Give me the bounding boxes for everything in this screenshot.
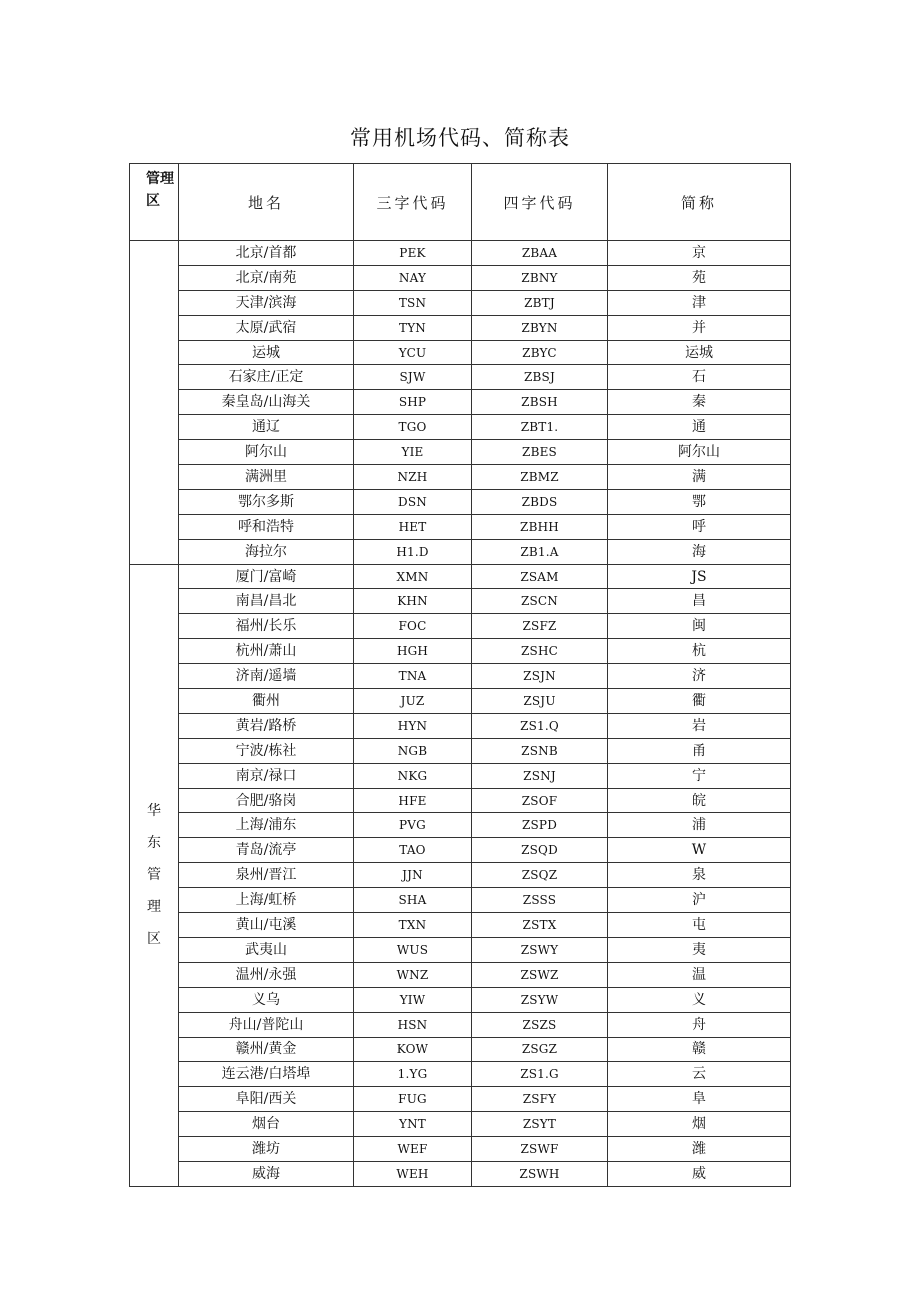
- iata-code-cell: HYN: [354, 713, 472, 738]
- place-cell: 杭州/萧山: [179, 639, 354, 664]
- icao-code-cell: ZSGZ: [472, 1037, 608, 1062]
- place-cell: 义乌: [179, 987, 354, 1012]
- icao-code-cell: ZSWH: [472, 1161, 608, 1186]
- table-row: [130, 614, 791, 639]
- abbr-cell: 鄂: [608, 489, 791, 514]
- iata-code-cell: SJW: [354, 365, 472, 390]
- abbr-cell: 阜: [608, 1087, 791, 1112]
- table-row: [130, 937, 791, 962]
- place-cell: 赣州/黄金: [179, 1037, 354, 1062]
- abbr-cell: 泉: [608, 863, 791, 888]
- abbr-cell: 通: [608, 415, 791, 440]
- iata-code-cell: HSN: [354, 1012, 472, 1037]
- abbr-cell: 云: [608, 1062, 791, 1087]
- icao-code-cell: ZBT1.: [472, 415, 608, 440]
- iata-code-cell: HGH: [354, 639, 472, 664]
- abbr-cell: 岩: [608, 713, 791, 738]
- abbr-cell: W: [608, 838, 791, 863]
- abbr-cell: 满: [608, 465, 791, 490]
- table-row: [130, 589, 791, 614]
- place-cell: 石家庄/正定: [179, 365, 354, 390]
- iata-code-cell: YNT: [354, 1112, 472, 1137]
- header-icao: 四字代码: [472, 164, 608, 241]
- place-cell: 上海/浦东: [179, 813, 354, 838]
- abbr-cell: 衢: [608, 689, 791, 714]
- place-cell: 南京/禄口: [179, 763, 354, 788]
- place-cell: 满洲里: [179, 465, 354, 490]
- place-cell: 呼和浩特: [179, 514, 354, 539]
- abbr-cell: 呼: [608, 514, 791, 539]
- table-row: [130, 1062, 791, 1087]
- place-cell: 鄂尔多斯: [179, 489, 354, 514]
- icao-code-cell: ZBYN: [472, 315, 608, 340]
- icao-code-cell: ZSZS: [472, 1012, 608, 1037]
- iata-code-cell: H1.D: [354, 539, 472, 564]
- icao-code-cell: ZBNY: [472, 265, 608, 290]
- table-row: [130, 788, 791, 813]
- table-row: [130, 1161, 791, 1186]
- icao-code-cell: ZSQZ: [472, 863, 608, 888]
- abbr-cell: 济: [608, 664, 791, 689]
- place-cell: 太原/武宿: [179, 315, 354, 340]
- place-cell: 北京/首都: [179, 241, 354, 266]
- place-cell: 连云港/白塔埠: [179, 1062, 354, 1087]
- iata-code-cell: KOW: [354, 1037, 472, 1062]
- abbr-cell: 海: [608, 539, 791, 564]
- region-cell: [130, 241, 179, 565]
- iata-code-cell: TAO: [354, 838, 472, 863]
- iata-code-cell: WEH: [354, 1161, 472, 1186]
- icao-code-cell: ZSTX: [472, 913, 608, 938]
- table-row: [130, 763, 791, 788]
- iata-code-cell: NGB: [354, 738, 472, 763]
- iata-code-cell: TSN: [354, 290, 472, 315]
- abbr-cell: 义: [608, 987, 791, 1012]
- iata-code-cell: WUS: [354, 937, 472, 962]
- table-row: [130, 489, 791, 514]
- region-char: 区: [147, 931, 161, 948]
- place-cell: 运城: [179, 340, 354, 365]
- icao-code-cell: ZBSH: [472, 390, 608, 415]
- iata-code-cell: PEK: [354, 241, 472, 266]
- icao-code-cell: ZBAA: [472, 241, 608, 266]
- table-row: [130, 440, 791, 465]
- abbr-cell: 阿尔山: [608, 440, 791, 465]
- iata-code-cell: NAY: [354, 265, 472, 290]
- table-row: [130, 415, 791, 440]
- place-cell: 阿尔山: [179, 440, 354, 465]
- iata-code-cell: SHP: [354, 390, 472, 415]
- place-cell: 黄山/屯溪: [179, 913, 354, 938]
- iata-code-cell: WNZ: [354, 962, 472, 987]
- icao-code-cell: ZSOF: [472, 788, 608, 813]
- abbr-cell: 屯: [608, 913, 791, 938]
- abbr-cell: 昌: [608, 589, 791, 614]
- table-row: [130, 539, 791, 564]
- icao-code-cell: ZB1.A: [472, 539, 608, 564]
- table-row: [130, 888, 791, 913]
- iata-code-cell: YCU: [354, 340, 472, 365]
- abbr-cell: 舟: [608, 1012, 791, 1037]
- iata-code-cell: HFE: [354, 788, 472, 813]
- icao-code-cell: ZSPD: [472, 813, 608, 838]
- table-row: [130, 1137, 791, 1162]
- header-iata: 三字代码: [354, 164, 472, 241]
- table-row: [130, 713, 791, 738]
- abbr-cell: 威: [608, 1161, 791, 1186]
- place-cell: 舟山/普陀山: [179, 1012, 354, 1037]
- table-row: [130, 365, 791, 390]
- icao-code-cell: ZBYC: [472, 340, 608, 365]
- place-cell: 青岛/流亭: [179, 838, 354, 863]
- icao-code-cell: ZSCN: [472, 589, 608, 614]
- place-cell: 烟台: [179, 1112, 354, 1137]
- abbr-cell: 温: [608, 962, 791, 987]
- iata-code-cell: XMN: [354, 564, 472, 589]
- iata-code-cell: HET: [354, 514, 472, 539]
- table-row: [130, 1112, 791, 1137]
- place-cell: 温州/永强: [179, 962, 354, 987]
- table-row: [130, 465, 791, 490]
- airport-code-table: [129, 163, 791, 1187]
- abbr-cell: 杭: [608, 639, 791, 664]
- icao-code-cell: ZS1.G: [472, 1062, 608, 1087]
- icao-code-cell: ZSFZ: [472, 614, 608, 639]
- table-row: [130, 1012, 791, 1037]
- place-cell: 秦皇岛/山海关: [179, 390, 354, 415]
- icao-code-cell: ZSYT: [472, 1112, 608, 1137]
- table-row: [130, 315, 791, 340]
- place-cell: 海拉尔: [179, 539, 354, 564]
- icao-code-cell: ZS1.Q: [472, 713, 608, 738]
- icao-code-cell: ZSQD: [472, 838, 608, 863]
- icao-code-cell: ZBSJ: [472, 365, 608, 390]
- table-row: [130, 962, 791, 987]
- place-cell: 福州/长乐: [179, 614, 354, 639]
- iata-code-cell: JJN: [354, 863, 472, 888]
- iata-code-cell: YIW: [354, 987, 472, 1012]
- table-row: [130, 564, 791, 589]
- header-place: 地名: [179, 164, 354, 241]
- abbr-cell: 京: [608, 241, 791, 266]
- iata-code-cell: 1.YG: [354, 1062, 472, 1087]
- iata-code-cell: JUZ: [354, 689, 472, 714]
- iata-code-cell: SHA: [354, 888, 472, 913]
- iata-code-cell: TXN: [354, 913, 472, 938]
- place-cell: 厦门/富崎: [179, 564, 354, 589]
- iata-code-cell: TGO: [354, 415, 472, 440]
- table-header-row: [130, 164, 791, 241]
- icao-code-cell: ZSYW: [472, 987, 608, 1012]
- icao-code-cell: ZSAM: [472, 564, 608, 589]
- icao-code-cell: ZBMZ: [472, 465, 608, 490]
- place-cell: 潍坊: [179, 1137, 354, 1162]
- icao-code-cell: ZSWF: [472, 1137, 608, 1162]
- abbr-cell: 运城: [608, 340, 791, 365]
- place-cell: 天津/滨海: [179, 290, 354, 315]
- region-char: 管: [147, 867, 161, 884]
- icao-code-cell: ZSNJ: [472, 763, 608, 788]
- region-char: 理: [147, 899, 161, 916]
- table-row: [130, 689, 791, 714]
- iata-code-cell: TNA: [354, 664, 472, 689]
- place-cell: 上海/虹桥: [179, 888, 354, 913]
- iata-code-cell: FUG: [354, 1087, 472, 1112]
- abbr-cell: 石: [608, 365, 791, 390]
- header-region: 管理区: [130, 164, 179, 241]
- region-char: 华: [147, 803, 161, 820]
- region-cell: [130, 564, 179, 1186]
- icao-code-cell: ZBTJ: [472, 290, 608, 315]
- place-cell: 北京/南苑: [179, 265, 354, 290]
- abbr-cell: 潍: [608, 1137, 791, 1162]
- table-row: [130, 738, 791, 763]
- icao-code-cell: ZSFY: [472, 1087, 608, 1112]
- icao-code-cell: ZSHC: [472, 639, 608, 664]
- icao-code-cell: ZSNB: [472, 738, 608, 763]
- region-char: 东: [147, 835, 161, 852]
- iata-code-cell: FOC: [354, 614, 472, 639]
- table-row: [130, 987, 791, 1012]
- abbr-cell: 津: [608, 290, 791, 315]
- abbr-cell: 闽: [608, 614, 791, 639]
- iata-code-cell: DSN: [354, 489, 472, 514]
- iata-code-cell: YIE: [354, 440, 472, 465]
- iata-code-cell: PVG: [354, 813, 472, 838]
- table-row: [130, 863, 791, 888]
- icao-code-cell: ZSJU: [472, 689, 608, 714]
- place-cell: 衢州: [179, 689, 354, 714]
- page-title: 常用机场代码、简称表: [350, 126, 570, 150]
- abbr-cell: 宁: [608, 763, 791, 788]
- icao-code-cell: ZSWY: [472, 937, 608, 962]
- abbr-cell: 夷: [608, 937, 791, 962]
- abbr-cell: 浦: [608, 813, 791, 838]
- table-row: [130, 514, 791, 539]
- header-abbr: 简称: [608, 164, 791, 241]
- abbr-cell: 赣: [608, 1037, 791, 1062]
- table-row: [130, 290, 791, 315]
- icao-code-cell: ZBES: [472, 440, 608, 465]
- abbr-cell: JS: [608, 564, 791, 589]
- place-cell: 通辽: [179, 415, 354, 440]
- abbr-cell: 甬: [608, 738, 791, 763]
- place-cell: 威海: [179, 1161, 354, 1186]
- place-cell: 武夷山: [179, 937, 354, 962]
- table-row: [130, 813, 791, 838]
- table-row: [130, 913, 791, 938]
- table-row: [130, 1037, 791, 1062]
- place-cell: 合肥/骆岗: [179, 788, 354, 813]
- abbr-cell: 烟: [608, 1112, 791, 1137]
- icao-code-cell: ZBHH: [472, 514, 608, 539]
- table-row: [130, 664, 791, 689]
- abbr-cell: 皖: [608, 788, 791, 813]
- iata-code-cell: WEF: [354, 1137, 472, 1162]
- table-row: [130, 390, 791, 415]
- iata-code-cell: TYN: [354, 315, 472, 340]
- table-row: [130, 1087, 791, 1112]
- icao-code-cell: ZSWZ: [472, 962, 608, 987]
- icao-code-cell: ZSJN: [472, 664, 608, 689]
- place-cell: 泉州/晋江: [179, 863, 354, 888]
- iata-code-cell: NKG: [354, 763, 472, 788]
- table-row: [130, 639, 791, 664]
- place-cell: 宁波/栋社: [179, 738, 354, 763]
- abbr-cell: 苑: [608, 265, 791, 290]
- iata-code-cell: NZH: [354, 465, 472, 490]
- place-cell: 济南/遥墙: [179, 664, 354, 689]
- abbr-cell: 秦: [608, 390, 791, 415]
- icao-code-cell: ZSSS: [472, 888, 608, 913]
- table-row: [130, 340, 791, 365]
- iata-code-cell: KHN: [354, 589, 472, 614]
- place-cell: 黄岩/路桥: [179, 713, 354, 738]
- icao-code-cell: ZBDS: [472, 489, 608, 514]
- abbr-cell: 并: [608, 315, 791, 340]
- place-cell: 阜阳/西关: [179, 1087, 354, 1112]
- table-row: [130, 265, 791, 290]
- place-cell: 南昌/昌北: [179, 589, 354, 614]
- table-body: [130, 241, 791, 1187]
- table-row: [130, 241, 791, 266]
- table-row: [130, 838, 791, 863]
- abbr-cell: 沪: [608, 888, 791, 913]
